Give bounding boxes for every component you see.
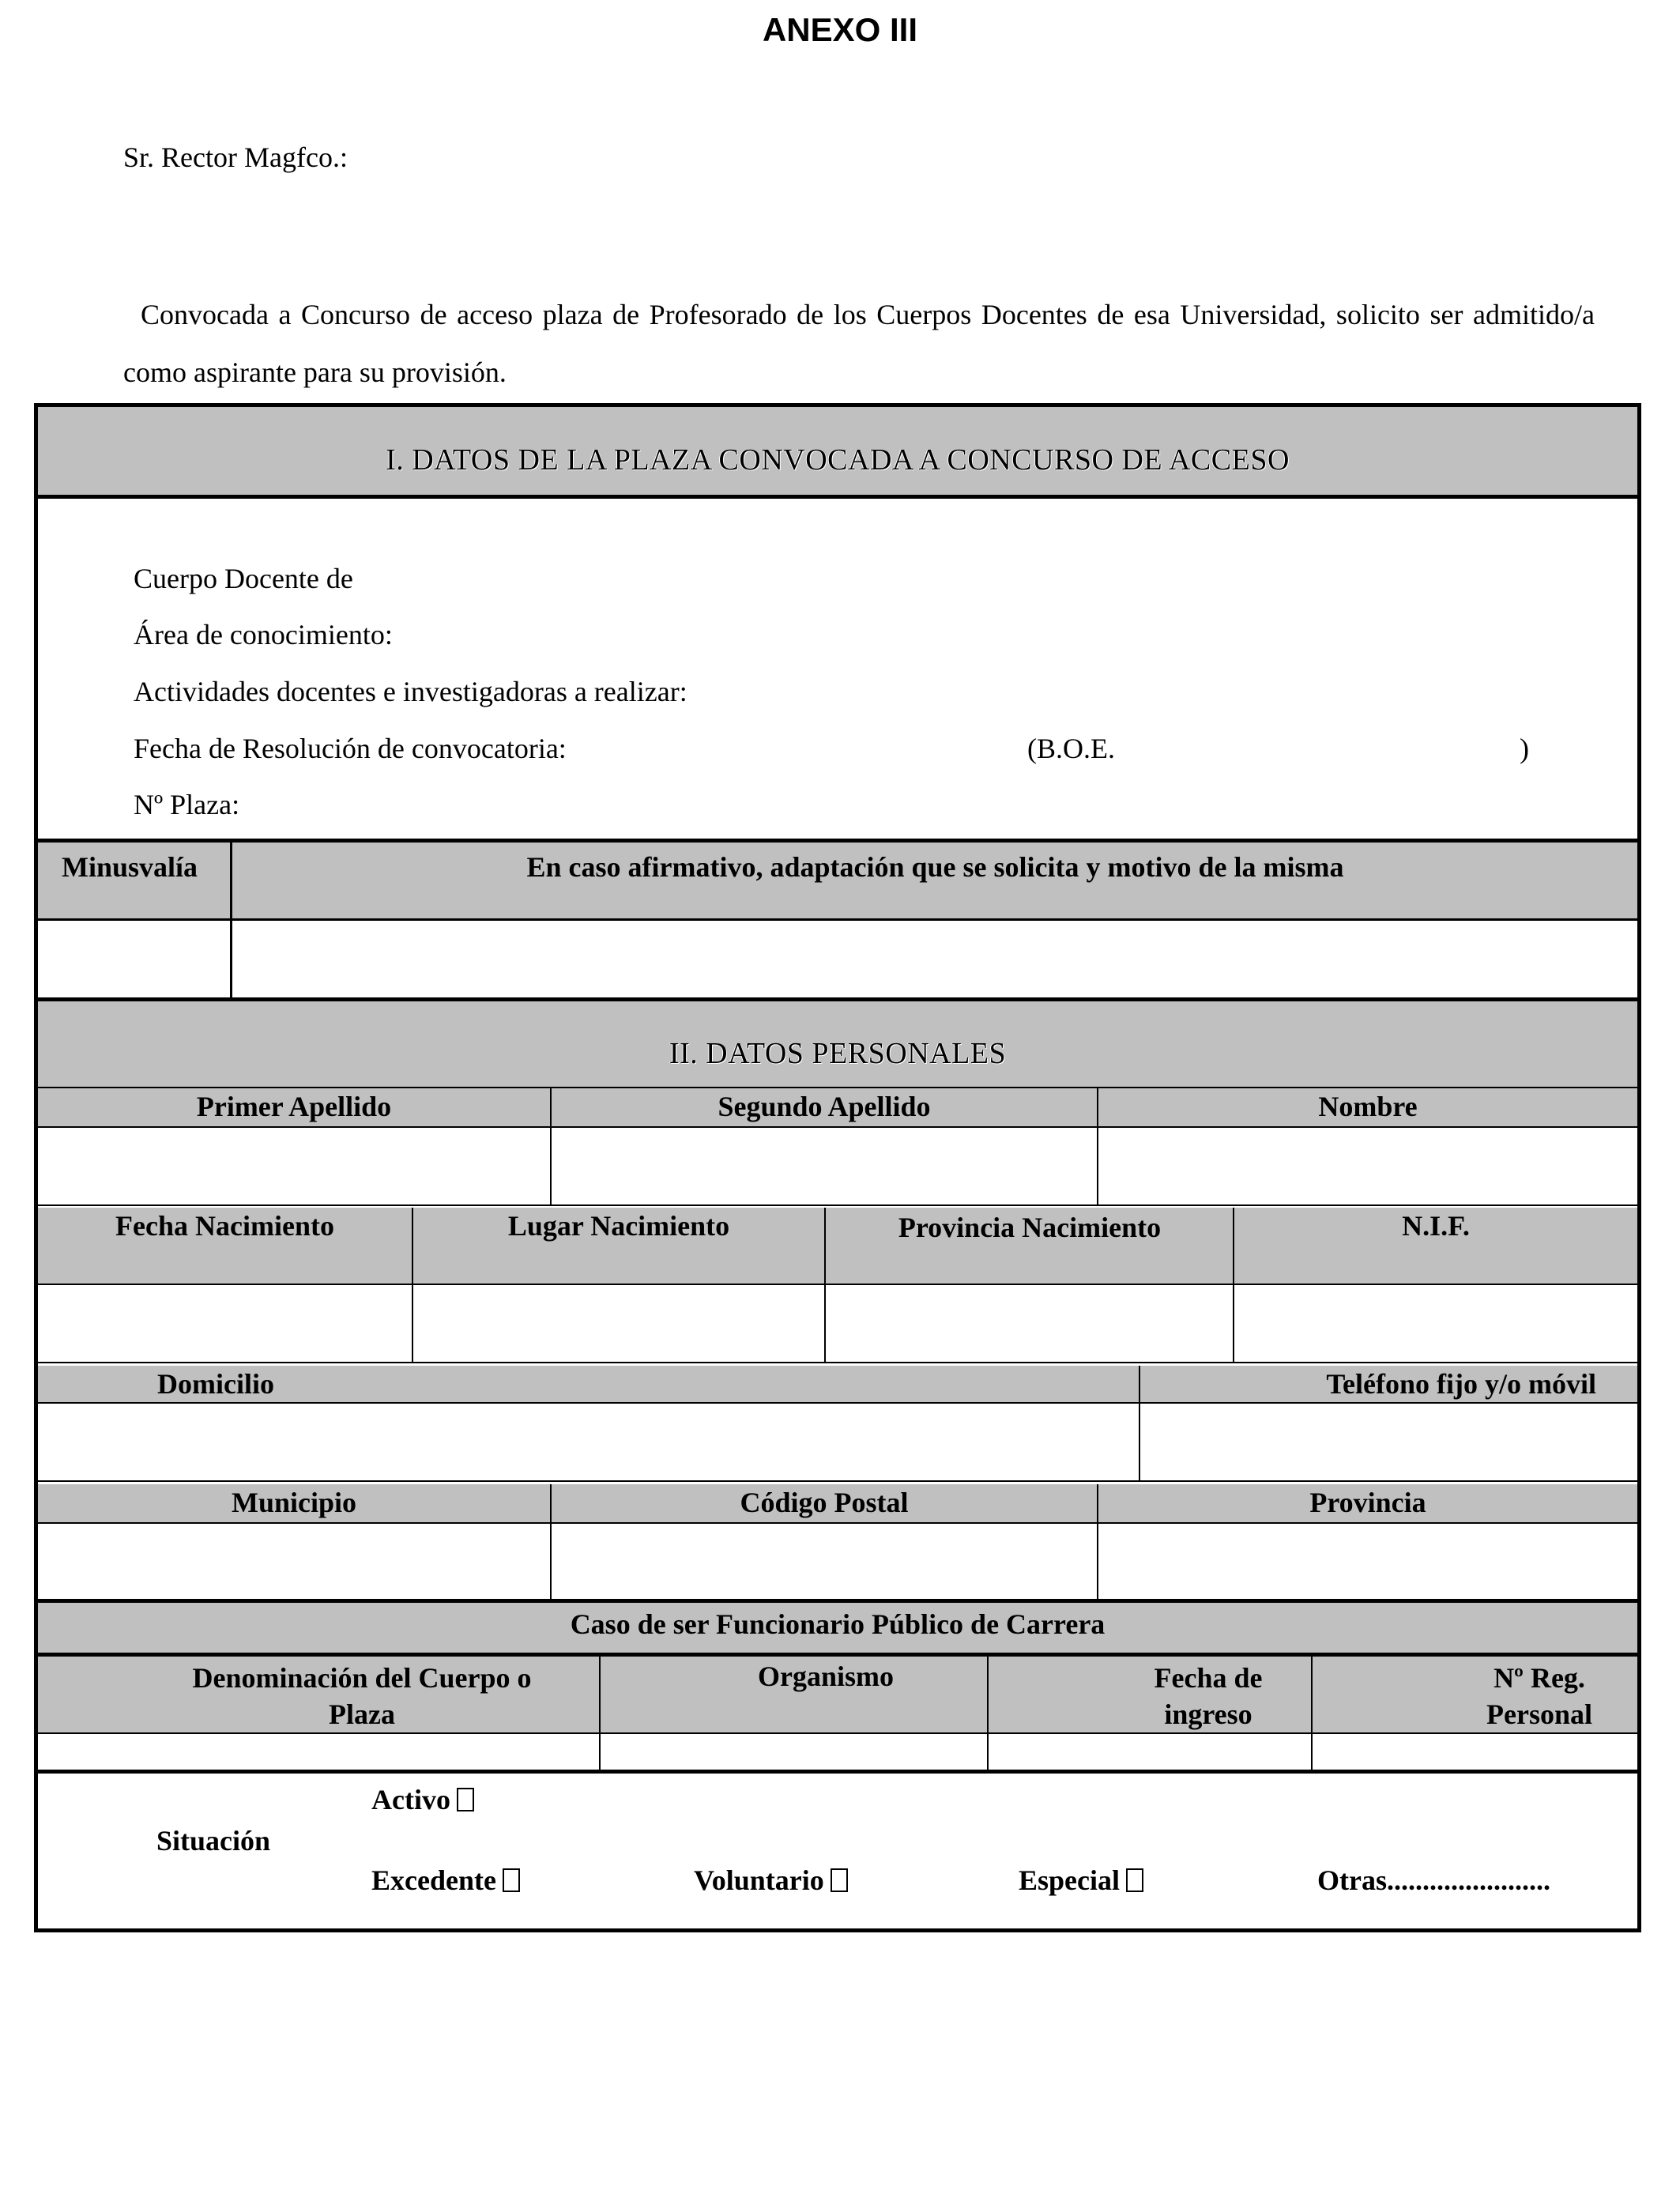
area-conocimiento-label: Área de conocimiento: [134,619,393,650]
provincia-field[interactable] [1098,1524,1637,1600]
fecha-nacimiento-label: Fecha Nacimiento [115,1210,334,1242]
organismo-field[interactable] [601,1734,987,1770]
especial-checkbox[interactable] [1126,1868,1143,1892]
lugar-nacimiento-field[interactable] [413,1285,824,1362]
provincia-nacimiento-label: Provincia Nacimiento [898,1212,1162,1243]
row1-header [38,1088,1637,1126]
codigo-postal-field[interactable] [552,1524,1097,1600]
minusvalia-label: Minusvalía [62,851,198,883]
activo-checkbox[interactable] [457,1788,474,1811]
minusvalia-header-row [38,843,1637,919]
telefono-label: Teléfono fijo y/o móvil [1326,1368,1596,1400]
row3-header [38,1366,1637,1402]
fecha-ingreso-label: Fecha de ingreso [1154,1662,1263,1730]
salutation: Sr. Rector Magfco.: [123,141,348,173]
provincia-label: Provincia [1309,1487,1426,1518]
boe-close: ) [1520,733,1529,764]
segundo-apellido-label: Segundo Apellido [718,1091,931,1122]
primer-apellido-field[interactable] [38,1128,550,1204]
row2-header [38,1208,1637,1284]
otras-field[interactable]: Otras....................... [1317,1864,1550,1896]
document-title: ANEXO III [762,11,918,48]
activo-label: Activo [371,1784,450,1815]
denominacion-label: Denominación del Cuerpo o Plaza [192,1662,532,1730]
domicilio-label: Domicilio [157,1368,274,1400]
plaza-label: Nº Plaza: [134,789,240,820]
domicilio-field[interactable] [38,1404,1139,1480]
excedente-checkbox[interactable] [503,1868,520,1892]
section2-header [38,1001,1637,1087]
section2-heading: II. DATOS PERSONALES [669,1037,1007,1070]
municipio-field[interactable] [38,1524,550,1600]
excedente-option[interactable] [371,1864,520,1897]
situacion-label: Situación [156,1825,271,1857]
application-form [34,403,1641,1932]
fecha-ingreso-field[interactable] [989,1734,1311,1770]
fecha-resolucion-label: Fecha de Resolución de convocatoria: [134,733,567,764]
excedente-label: Excedente [371,1864,496,1896]
voluntario-label: Voluntario [694,1864,824,1896]
segundo-apellido-field[interactable] [552,1128,1097,1204]
nombre-field[interactable] [1098,1128,1637,1204]
voluntario-option[interactable] [694,1864,848,1897]
organismo-label: Organismo [758,1661,895,1692]
especial-label: Especial [1019,1864,1121,1896]
intro-paragraph: Convocada a Concurso de acceso plaza de Profesorado de los Cuerpos Docentes de esa Universidad, solicito ser admitido/a como aspirante para su provisión. [123,299,1595,388]
adaptacion-field[interactable] [232,921,1637,997]
adaptacion-label: En caso afirmativo, adaptación que se solicita y motivo de la misma [526,851,1344,883]
fecha-nacimiento-field[interactable] [38,1285,412,1362]
codigo-postal-label: Código Postal [740,1487,909,1518]
voluntario-checkbox[interactable] [831,1868,848,1892]
denominacion-field[interactable] [38,1734,599,1770]
situacion-block [38,1774,1637,1928]
row5-header [38,1657,1637,1732]
reg-personal-field[interactable] [1313,1734,1637,1770]
section1-heading: I. DATOS DE LA PLAZA CONVOCADA A CONCURSO DE ACCESO [386,443,1290,477]
especial-option[interactable] [1019,1864,1143,1897]
provincia-nacimiento-field[interactable] [826,1285,1233,1362]
section1-fields [38,499,1637,840]
row4-header [38,1484,1637,1522]
reg-personal-label: Nº Reg. Personal [1486,1662,1592,1730]
nif-field[interactable] [1234,1285,1637,1362]
funcionario-heading: Caso de ser Funcionario Público de Carrera [570,1608,1106,1640]
telefono-field[interactable] [1140,1404,1637,1480]
section1-header [38,407,1637,496]
boe-open: (B.O.E. [1027,733,1115,764]
lugar-nacimiento-label: Lugar Nacimiento [507,1210,730,1242]
nif-label: N.I.F. [1402,1210,1470,1242]
municipio-label: Municipio [231,1487,357,1518]
funcionario-header [38,1603,1637,1653]
cuerpo-docente-label: Cuerpo Docente de [134,563,353,594]
primer-apellido-label: Primer Apellido [196,1091,392,1122]
actividades-label: Actividades docentes e investigadoras a realizar: [134,676,687,707]
activo-option[interactable] [371,1783,474,1816]
nombre-label: Nombre [1318,1091,1418,1122]
minusvalia-field[interactable] [38,921,230,997]
